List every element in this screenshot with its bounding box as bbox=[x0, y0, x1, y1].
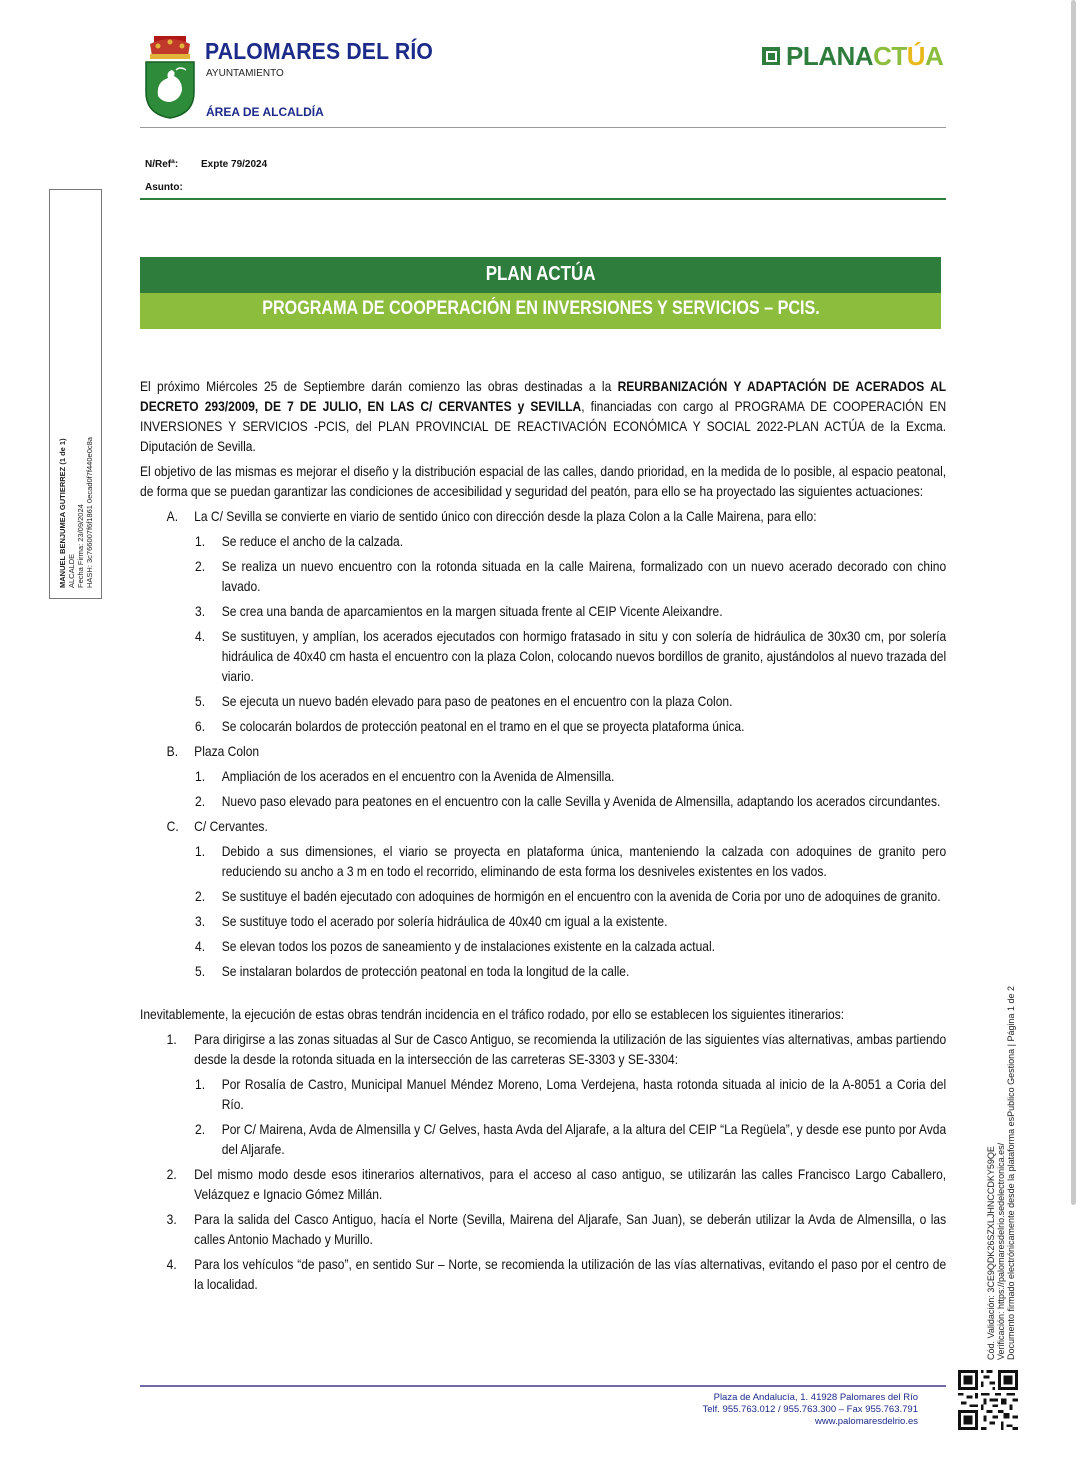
sections-subitem-text: Debido a sus dimensiones, el viario se proyecta en plataforma única, manteniendo la calzada con adoquines de granito pero reduciendo su ancho a 3 m en todo el recorrido, eliminando de esta forma los desniveles existentes en los vados. bbox=[221, 843, 947, 879]
sections-subitem bbox=[140, 531, 946, 551]
routes-item bbox=[140, 1209, 946, 1249]
sections-subitem-text: Se sustituyen, y amplían, los acerados ejecutados con hormigo fratasado in situ y con solería de hidráulica de 30x30 cm, por solería hidráulica de 40x40 cm hasta el encuentro con la plaza Colon, colocando nuevos bordillos de granito, ajustándolos al nuevo trazada del viario. bbox=[221, 628, 947, 684]
sections-marker: A. bbox=[166, 508, 179, 524]
routes-item bbox=[140, 1029, 946, 1069]
signer-role: ALCALDE bbox=[67, 553, 76, 588]
diputacion-icon bbox=[762, 47, 780, 65]
sections-subitem-marker: 3. bbox=[195, 603, 206, 619]
routes-text: Para dirigirse a las zonas situadas al Sur de Casco Antiguo, se recomienda la utilización de las siguientes vías alternativas, ambas partiendo desde la desde la rotonda situada en la intersección de las carreteras SE-3303 y SE-3304: bbox=[194, 1031, 947, 1067]
signer-name: MANUEL BENJUMEA GUTIERREZ (1 de 1) bbox=[58, 438, 67, 588]
sections-subitem-marker: 5. bbox=[195, 963, 206, 979]
sections-subitem-text: Nuevo paso elevado para peatones en el encuentro con la calle Sevilla y Avenida de Almensilla, adaptando los acerados circundantes. bbox=[221, 793, 941, 809]
routes-subitem-marker: 1. bbox=[195, 1076, 206, 1092]
town-name: PALOMARES DEL RÍO bbox=[205, 38, 434, 64]
routes-marker: 1. bbox=[166, 1031, 177, 1047]
town-crest-icon bbox=[142, 34, 198, 120]
signature-stamp bbox=[49, 189, 102, 599]
sections-subitem-marker: 2. bbox=[195, 558, 206, 574]
routes-subitem-marker: 2. bbox=[195, 1121, 206, 1137]
town-subtitle: AYUNTAMIENTO bbox=[206, 68, 284, 79]
footer-divider bbox=[140, 1385, 946, 1387]
sections-subitem bbox=[140, 886, 946, 906]
verification-url: Verificación: https://palomaresdelrio.sedelectronica.es/ bbox=[996, 1142, 1006, 1360]
scrollbar[interactable] bbox=[1071, 0, 1076, 1205]
routes-marker: 3. bbox=[166, 1211, 177, 1227]
routes-subitem-text: Por Rosalía de Castro, Municipal Manuel Méndez Moreno, Loma Verdejena, hasta rotonda situada al inicio de la A-8051 a Coria del Río. bbox=[221, 1076, 947, 1112]
sections-subitem-text: Se colocarán bolardos de protección peatonal en el tramo en el que se proyecta plataforma única. bbox=[221, 718, 745, 734]
sections-subitem-marker: 4. bbox=[195, 938, 206, 954]
sections-subitem-marker: 5. bbox=[195, 693, 206, 709]
sections-subitem-marker: 2. bbox=[195, 793, 206, 809]
routes-marker: 4. bbox=[166, 1256, 177, 1272]
sections-subitem bbox=[140, 791, 946, 811]
plan-actua-logo: PLANACTÚA bbox=[762, 42, 943, 70]
sections-subitem-text: Se ejecuta un nuevo badén elevado para paso de peatones en el encuentro con la plaza Colon. bbox=[221, 693, 733, 709]
routes-marker: 2. bbox=[166, 1166, 177, 1182]
sections-subitem-marker: 1. bbox=[195, 843, 206, 859]
signature-date: Fecha Firma: 23/09/2024 bbox=[76, 504, 85, 588]
banner-title: PLAN ACTÚA bbox=[140, 257, 941, 293]
sections-subitem bbox=[140, 691, 946, 711]
footer-website[interactable]: www.palomaresdelrio.es bbox=[815, 1416, 918, 1427]
objective-paragraph: El objetivo de las mismas es mejorar el diseño y la distribución espacial de las calles, dando prioridad, en la medida de lo posible, al espacio peatonal, de forma que se puedan garantizar las condiciones de accesibilidad y seguridad del peatón, para ello se ha proyectado las siguientes actuaciones: bbox=[140, 463, 947, 499]
sections-subitem bbox=[140, 911, 946, 931]
sections-subitem bbox=[140, 556, 946, 596]
sections-subitem-marker: 6. bbox=[195, 718, 206, 734]
sections-subitem bbox=[140, 766, 946, 786]
verification-text bbox=[986, 910, 1026, 1360]
sections-subitem-text: Se crea una banda de aparcamientos en la margen situada frente al CEIP Vicente Aleixandre. bbox=[221, 603, 723, 619]
sections-subitem bbox=[140, 961, 946, 981]
sections-subitem-text: Se instalaran bolardos de protección peatonal en toda la longitud de la calle. bbox=[221, 963, 630, 979]
traffic-paragraph: Inevitablemente, la ejecución de estas obras tendrán incidencia en el tráfico rodado, por ello se establecen los siguientes itinerarios: bbox=[140, 1006, 845, 1022]
footer-address bbox=[600, 1392, 918, 1428]
platform-note: Documento firmado electrónicamente desde la plataforma esPublico Gestiona | Página 1 de 2 bbox=[1006, 985, 1016, 1360]
routes-text: Para los vehículos “de paso”, en sentido Sur – Norte, se recomienda la utilización de las vías alternativas, evitando el paso por el centro de la localidad. bbox=[194, 1256, 947, 1292]
sections-subitem bbox=[140, 601, 946, 621]
routes-subitem bbox=[140, 1119, 946, 1159]
sections-subitem-text: Se reduce el ancho de la calzada. bbox=[221, 533, 404, 549]
sections-subitem-marker: 3. bbox=[195, 913, 206, 929]
ref-value: Expte 79/2024 bbox=[201, 159, 268, 170]
routes-item bbox=[140, 1254, 946, 1294]
footer-phone-line: Telf. 955.763.012 / 955.763.300 – Fax 955.763.791 bbox=[702, 1404, 918, 1415]
sections-text: C/ Cervantes. bbox=[194, 818, 268, 834]
ref-label: N/Refª: bbox=[145, 159, 179, 170]
sections-subitem bbox=[140, 936, 946, 956]
sections-subitem bbox=[140, 841, 946, 881]
sections-marker: C. bbox=[166, 818, 179, 834]
document-body bbox=[140, 376, 946, 1299]
header-divider bbox=[140, 127, 946, 128]
routes-item bbox=[140, 1164, 946, 1204]
banner-subtitle: PROGRAMA DE COOPERACIÓN EN INVERSIONES Y SERVICIOS – PCIS. bbox=[140, 293, 941, 329]
sections-subitem-marker: 2. bbox=[195, 888, 206, 904]
intro-paragraph: El próximo Miércoles 25 de Septiembre darán comienzo las obras destinadas a la REURBANIZACIÓN Y ADAPTACIÓN DE ACERADOS AL DECRETO 293/2009, DE 7 DE JULIO, EN LAS C/ CERVANTES y SEVILLA, financiadas con cargo al PROGRAMA DE COOPERACIÓN EN INVERSIONES Y SERVICIOS -PCIS, del PLAN PROVINCIAL DE REACTIVACIÓN ECONÓMICA Y SOCIAL 2022-PLAN ACTÚA de la Excma. Diputación de Sevilla. bbox=[140, 378, 947, 454]
sections-subitem-text: Se sustituye todo el acerado por solería hidráulica de 40x40 cm igual a la existente. bbox=[221, 913, 668, 929]
sections-subitem-text: Se realiza un nuevo encuentro con la rotonda situada en la calle Mairena, formalizado con un nuevo acerado decorado con chino lavado. bbox=[221, 558, 947, 594]
sections-marker: B. bbox=[166, 743, 179, 759]
area-label: ÁREA DE ALCALDÍA bbox=[206, 105, 324, 119]
sections-subitem-text: Se elevan todos los pozos de saneamiento y de instalaciones existente en la calzada actual. bbox=[221, 938, 715, 954]
signature-hash: HASH: 3c766007f6f1861 0ecad0f7f440e0c8a bbox=[85, 437, 94, 588]
sections-subitem bbox=[140, 716, 946, 736]
sections-item bbox=[140, 506, 946, 526]
works-list bbox=[140, 506, 946, 981]
sections-text: Plaza Colon bbox=[194, 743, 260, 759]
routes-subitem bbox=[140, 1074, 946, 1114]
routes-text: Para la salida del Casco Antiguo, hacía el Norte (Sevilla, Mairena del Aljarafe, San Juan), se deberán utilizar la Avda de Almensilla, o las calles Antonio Machado y Murillo. bbox=[194, 1211, 947, 1247]
sections-subitem-text: Se sustituye el badén ejecutado con adoquines de hormigón en el encuentro con la avenida de Coria por uno de adoquines de granito. bbox=[221, 888, 941, 904]
sections-item bbox=[140, 741, 946, 761]
sections-subitem-marker: 4. bbox=[195, 628, 206, 644]
validation-code: Cód. Validación: 3CE9QDK26SZXLJHNCCDKY59QE bbox=[986, 1146, 996, 1360]
sections-subitem-marker: 1. bbox=[195, 533, 206, 549]
sections-subitem-marker: 1. bbox=[195, 768, 206, 784]
sections-subitem-text: Ampliación de los acerados en el encuentro con la Avenida de Almensilla. bbox=[221, 768, 615, 784]
qr-code-icon bbox=[958, 1370, 1018, 1430]
reference-divider bbox=[140, 198, 946, 200]
routes-subitem-text: Por C/ Mairena, Avda de Almensilla y C/ Gelves, hasta Avda del Aljarafe, a la altura del CEIP “La Regüela”, y desde ese punto por Avda del Aljarafe. bbox=[221, 1121, 947, 1157]
routes-list bbox=[140, 1029, 946, 1294]
sections-subitem bbox=[140, 626, 946, 686]
routes-text: Del mismo modo desde esos itinerarios alternativos, para el acceso al caso antiguo, se utilizarán las calles Francisco Largo Caballero, Velázquez e Ignacio Gómez Millán. bbox=[194, 1166, 947, 1202]
footer-address-line: Plaza de Andalucía, 1. 41928 Palomares del Río bbox=[713, 1392, 918, 1403]
subject-label: Asunto: bbox=[145, 182, 183, 193]
sections-item bbox=[140, 816, 946, 836]
sections-text: La C/ Sevilla se convierte en viario de sentido único con dirección desde la plaza Colon a la Calle Mairena, para ello: bbox=[194, 508, 817, 524]
